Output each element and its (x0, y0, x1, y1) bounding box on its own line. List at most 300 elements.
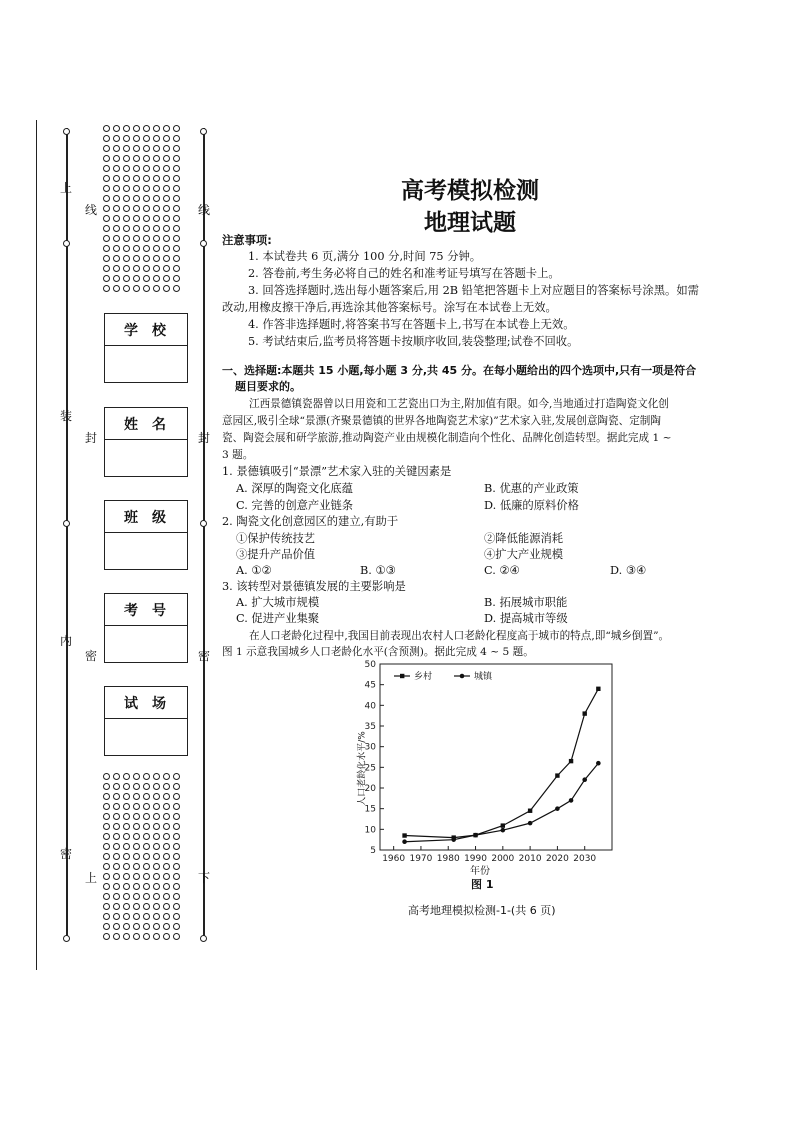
y-tick-label: 30 (364, 742, 376, 753)
bubble-circle (113, 235, 120, 242)
chart-xlabel: 年份 (470, 866, 490, 877)
legend-label-urban: 城镇 (474, 672, 493, 682)
bubble-circle (143, 225, 150, 232)
bubble-circle (173, 813, 180, 820)
bubble-circle (153, 275, 160, 282)
bubble-circle (163, 803, 170, 810)
bubble-circle (173, 923, 180, 930)
bubble-circle (163, 205, 170, 212)
bubble-circle (103, 773, 110, 780)
bubble-circle (173, 235, 180, 242)
bubble-circle (133, 275, 140, 282)
bubble-circle (163, 923, 170, 930)
bubble-circle (143, 155, 150, 162)
binding-hole-icon (200, 520, 207, 527)
bubble-circle (153, 823, 160, 830)
bubble-circle (143, 933, 150, 940)
bubble-circle (163, 833, 170, 840)
bubble-circle (143, 145, 150, 152)
bubble-circle (143, 853, 150, 860)
bubble-circle (143, 215, 150, 222)
bubble-circle (103, 155, 110, 162)
bubble-circle (173, 773, 180, 780)
bubble-circle (123, 125, 130, 132)
question-1-stem: 1. 景德镇吸引“景漂”艺术家入驻的关键因素是 (222, 465, 452, 478)
bubble-circle (153, 265, 160, 272)
bubble-circle (143, 773, 150, 780)
bubble-circle (153, 235, 160, 242)
bubble-circle (163, 225, 170, 232)
bubble-circle (163, 135, 170, 142)
bubble-circle (113, 125, 120, 132)
question-2-stem: 2. 陶瓷文化创意园区的建立,有助于 (222, 515, 399, 528)
bubble-circle (133, 853, 140, 860)
bubble-circle (133, 893, 140, 900)
x-tick-label: 1990 (464, 854, 487, 864)
bubble-circle (163, 165, 170, 172)
bubble-circle (153, 883, 160, 890)
bubble-circle (123, 873, 130, 880)
bubble-circle (103, 833, 110, 840)
note-item: 4. 作答非选择题时,将答案书写在答题卡上,书写在本试卷上无效。 (248, 318, 575, 331)
bubble-circle (133, 913, 140, 920)
data-point-rural (569, 759, 573, 763)
bubble-circle (133, 863, 140, 870)
bubble-circle (103, 813, 110, 820)
bubble-circle (113, 913, 120, 920)
bubble-circle (163, 275, 170, 282)
bubble-circle (163, 933, 170, 940)
bubble-circle (113, 205, 120, 212)
bubble-circle (103, 863, 110, 870)
bubble-circle (143, 863, 150, 870)
exam-number-field[interactable] (104, 593, 188, 663)
bubble-circle (173, 135, 180, 142)
bubble-circle (173, 155, 180, 162)
bubble-circle (113, 893, 120, 900)
bubble-grid-top (102, 124, 182, 294)
passage-line: 意园区,吸引全球“景漂(齐聚景德镇的世界各地陶瓷艺术家)”艺术家入驻,发展创意陶瓷、定制陶 (222, 415, 661, 427)
bubble-circle (103, 225, 110, 232)
bubble-circle (163, 793, 170, 800)
bubble-circle (163, 873, 170, 880)
bubble-circle (163, 813, 170, 820)
bubble-circle (133, 903, 140, 910)
y-tick-label: 35 (364, 722, 376, 732)
bubble-circle (153, 813, 160, 820)
bubble-circle (123, 135, 130, 142)
bubble-circle (113, 185, 120, 192)
bubble-circle (103, 873, 110, 880)
binding-mid-label: 密 (85, 649, 98, 663)
question-2-option-b[interactable]: B. ①③ (360, 564, 396, 577)
bubble-circle (133, 923, 140, 930)
bubble-circle (133, 165, 140, 172)
inner-cut-line (203, 128, 205, 940)
bubble-circle (103, 265, 110, 272)
bubble-circle (113, 793, 120, 800)
data-point-urban (501, 828, 506, 833)
binding-hole-icon (63, 240, 70, 247)
bubble-circle (173, 803, 180, 810)
binding-left-char: 密 (60, 847, 73, 861)
x-tick-label: 1980 (436, 854, 460, 864)
bubble-circle (103, 823, 110, 830)
bubble-circle (173, 903, 180, 910)
bubble-circle (113, 175, 120, 182)
bubble-circle (123, 145, 130, 152)
bubble-circle (143, 903, 150, 910)
legend-marker-urban (460, 674, 465, 679)
bubble-circle (123, 773, 130, 780)
exam-room-field-label: 试场 (105, 687, 187, 719)
bubble-circle (133, 773, 140, 780)
class-field[interactable] (104, 500, 188, 570)
bubble-circle (143, 185, 150, 192)
bubble-circle (103, 165, 110, 172)
bubble-circle (133, 933, 140, 940)
bubble-circle (143, 175, 150, 182)
bubble-circle (113, 883, 120, 890)
bubble-circle (173, 265, 180, 272)
school-field[interactable] (104, 313, 188, 383)
bubble-circle (173, 145, 180, 152)
bubble-circle (143, 793, 150, 800)
binding-hole-icon (63, 935, 70, 942)
binding-hole-icon (200, 935, 207, 942)
question-3-option-b[interactable]: B. 拓展城市职能 (484, 596, 568, 609)
bubble-circle (163, 195, 170, 202)
bubble-circle (133, 215, 140, 222)
passage-line: 瓷、陶瓷会展和研学旅游,推动陶瓷产业由规模化制造向个性化、品牌化创造转型。据此完成 1 ~ (222, 432, 672, 444)
bubble-circle (153, 125, 160, 132)
bubble-circle (103, 913, 110, 920)
question-3-option-a[interactable]: A. 扩大城市规模 (236, 596, 320, 609)
page-subtitle: 地理试题 (424, 210, 516, 236)
bubble-circle (153, 245, 160, 252)
left-edge-line (36, 120, 37, 970)
bubble-circle (103, 923, 110, 930)
x-tick-label: 2010 (518, 854, 542, 864)
x-tick-label: 1970 (409, 854, 433, 864)
bubble-circle (153, 215, 160, 222)
exam-room-field[interactable] (104, 686, 188, 756)
bubble-circle (113, 265, 120, 272)
bubble-circle (133, 793, 140, 800)
binding-seal-label-right: 封 (198, 431, 211, 445)
bubble-circle (153, 165, 160, 172)
bubble-circle (173, 215, 180, 222)
bubble-circle (173, 863, 180, 870)
bubble-circle (143, 783, 150, 790)
data-point-rural (596, 687, 600, 691)
bubble-circle (173, 195, 180, 202)
bubble-circle (103, 125, 110, 132)
bubble-circle (113, 853, 120, 860)
bubble-circle (163, 903, 170, 910)
bubble-circle (103, 893, 110, 900)
bubble-circle (163, 863, 170, 870)
y-tick-label: 50 (364, 660, 376, 670)
bubble-circle (163, 145, 170, 152)
bubble-circle (173, 883, 180, 890)
passage-line: 图 1 示意我国城乡人口老龄化水平(含预测)。据此完成 4 ~ 5 题。 (222, 646, 534, 658)
note-item: 改动,用橡皮擦干净后,再选涂其他答案标号。涂写在本试卷上无效。 (222, 301, 557, 314)
bubble-circle (173, 913, 180, 920)
bubble-circle (163, 155, 170, 162)
bubble-circle (123, 195, 130, 202)
bubble-circle (113, 145, 120, 152)
bubble-circle (173, 893, 180, 900)
bubble-circle (123, 245, 130, 252)
bubble-circle (153, 803, 160, 810)
bubble-circle (103, 135, 110, 142)
bubble-circle (103, 175, 110, 182)
chart-caption: 图 1 (471, 878, 494, 891)
bubble-circle (123, 843, 130, 850)
name-field-label: 姓名 (105, 408, 187, 440)
binding-bottom-label: 下 (198, 871, 211, 885)
bubble-circle (113, 773, 120, 780)
bubble-circle (123, 165, 130, 172)
bubble-circle (133, 185, 140, 192)
bubble-circle (123, 235, 130, 242)
question-3-option-c[interactable]: C. 促进产业集聚 (236, 612, 320, 625)
bubble-circle (123, 803, 130, 810)
bubble-circle (133, 265, 140, 272)
question-2-option-a[interactable]: A. ①② (236, 564, 272, 577)
question-2-option-c[interactable]: C. ②④ (484, 564, 520, 577)
bubble-circle (133, 225, 140, 232)
binding-bottom-label-left: 上 (85, 871, 98, 885)
bubble-circle (133, 813, 140, 820)
bubble-circle (133, 175, 140, 182)
y-tick-label: 45 (364, 680, 376, 691)
passage-line: 3 题。 (222, 449, 254, 461)
bubble-circle (133, 873, 140, 880)
bubble-circle (133, 135, 140, 142)
bubble-circle (103, 235, 110, 242)
bubble-circle (173, 205, 180, 212)
outer-cut-line (66, 128, 68, 940)
bubble-circle (123, 175, 130, 182)
binding-hole-icon (200, 240, 207, 247)
question-3-stem: 3. 该转型对景德镇发展的主要影响是 (222, 580, 406, 593)
bubble-circle (113, 863, 120, 870)
legend-marker-rural (400, 674, 404, 678)
data-point-urban (596, 761, 601, 766)
y-tick-label: 20 (364, 784, 376, 794)
bubble-circle (143, 923, 150, 930)
bubble-circle (103, 195, 110, 202)
bubble-circle (173, 165, 180, 172)
bubble-circle (153, 933, 160, 940)
bubble-circle (143, 195, 150, 202)
binding-line-label-right: 线 (198, 203, 211, 217)
bubble-circle (173, 833, 180, 840)
question-2-option-d[interactable]: D. ③④ (610, 564, 647, 577)
x-tick-label: 2030 (573, 854, 597, 864)
x-tick-label: 1960 (382, 854, 406, 864)
bubble-circle (133, 783, 140, 790)
bubble-circle (113, 225, 120, 232)
bubble-circle (143, 913, 150, 920)
y-tick-label: 10 (364, 825, 376, 836)
bubble-circle (133, 245, 140, 252)
question-3-option-d[interactable]: D. 提高城市等级 (484, 612, 568, 625)
y-tick-label: 25 (364, 763, 376, 774)
aging-chart (340, 656, 640, 896)
bubble-circle (123, 833, 130, 840)
bubble-circle (133, 235, 140, 242)
binding-hole-icon (63, 520, 70, 527)
bubble-circle (103, 215, 110, 222)
question-1-option-a[interactable]: A. 深厚的陶瓷文化底蕴 (236, 482, 354, 495)
bubble-circle (153, 285, 160, 292)
exam-number-field-label: 考号 (105, 594, 187, 626)
bubble-circle (153, 773, 160, 780)
bubble-circle (143, 883, 150, 890)
bubble-circle (123, 265, 130, 272)
bubble-circle (133, 125, 140, 132)
question-2-item-2: ②降低能源消耗 (484, 532, 564, 545)
x-tick-label: 2000 (491, 854, 515, 864)
data-point-rural (528, 809, 532, 813)
bubble-circle (153, 873, 160, 880)
bubble-circle (163, 783, 170, 790)
bubble-circle (113, 813, 120, 820)
bubble-circle (123, 863, 130, 870)
bubble-circle (153, 923, 160, 930)
bubble-circle (133, 255, 140, 262)
bubble-circle (153, 185, 160, 192)
bubble-circle (103, 185, 110, 192)
bubble-circle (123, 813, 130, 820)
bubble-circle (173, 843, 180, 850)
bubble-circle (143, 823, 150, 830)
bubble-circle (113, 903, 120, 910)
question-1-option-b[interactable]: B. 优惠的产业政策 (484, 482, 579, 495)
bubble-circle (103, 853, 110, 860)
bubble-circle (113, 823, 120, 830)
bubble-circle (163, 853, 170, 860)
bubble-circle (173, 823, 180, 830)
bubble-circle (173, 245, 180, 252)
binding-left-char: 内 (60, 634, 73, 648)
bubble-circle (103, 275, 110, 282)
bubble-circle (143, 265, 150, 272)
bubble-circle (123, 285, 130, 292)
bubble-circle (123, 913, 130, 920)
bubble-circle (143, 843, 150, 850)
question-2-item-1: ①保护传统技艺 (236, 532, 316, 545)
name-field[interactable] (104, 407, 188, 477)
bubble-circle (163, 175, 170, 182)
bubble-circle (103, 933, 110, 940)
bubble-circle (113, 195, 120, 202)
bubble-circle (143, 813, 150, 820)
bubble-circle (153, 225, 160, 232)
y-tick-label: 15 (364, 804, 376, 815)
bubble-circle (173, 783, 180, 790)
bubble-grid-bottom (102, 772, 182, 942)
binding-seal-label: 封 (85, 431, 98, 445)
bubble-circle (113, 933, 120, 940)
question-2-item-4: ④扩大产业规模 (484, 548, 564, 561)
bubble-circle (163, 185, 170, 192)
bubble-circle (153, 255, 160, 262)
bubble-circle (103, 285, 110, 292)
bubble-circle (113, 275, 120, 282)
note-item: 3. 回答选择题时,选出每小题答案后,用 2B 铅笔把答题卡上对应题目的答案标号涂黑。如需 (248, 284, 699, 297)
bubble-circle (133, 843, 140, 850)
bubble-circle (143, 245, 150, 252)
bubble-circle (123, 903, 130, 910)
data-point-urban (473, 833, 478, 838)
bubble-circle (153, 913, 160, 920)
bubble-circle (173, 125, 180, 132)
bubble-circle (163, 245, 170, 252)
y-tick-label: 5 (370, 846, 376, 856)
bubble-circle (163, 125, 170, 132)
bubble-circle (123, 933, 130, 940)
bubble-circle (173, 853, 180, 860)
bubble-circle (113, 155, 120, 162)
bubble-circle (143, 873, 150, 880)
bubble-circle (153, 863, 160, 870)
x-tick-label: 2020 (545, 854, 569, 864)
bubble-circle (103, 883, 110, 890)
bubble-circle (143, 833, 150, 840)
bubble-circle (103, 783, 110, 790)
bubble-circle (143, 255, 150, 262)
bubble-circle (133, 823, 140, 830)
bubble-circle (173, 185, 180, 192)
bubble-circle (153, 903, 160, 910)
bubble-circle (143, 135, 150, 142)
bubble-circle (133, 155, 140, 162)
question-1-option-c[interactable]: C. 完善的创意产业链条 (236, 499, 354, 512)
bubble-circle (163, 893, 170, 900)
bubble-circle (143, 165, 150, 172)
bubble-circle (103, 245, 110, 252)
question-1-option-d[interactable]: D. 低廉的原料价格 (484, 499, 579, 512)
bubble-circle (133, 833, 140, 840)
data-point-urban (582, 777, 587, 782)
bubble-circle (173, 225, 180, 232)
bubble-circle (163, 235, 170, 242)
question-2-item-3: ③提升产品价值 (236, 548, 316, 561)
bubble-circle (123, 205, 130, 212)
data-point-rural (583, 711, 587, 715)
data-point-rural (402, 833, 406, 837)
bubble-circle (153, 853, 160, 860)
bubble-circle (133, 883, 140, 890)
bubble-circle (113, 255, 120, 262)
binding-line-label: 线 (85, 203, 98, 217)
bubble-circle (163, 883, 170, 890)
bubble-circle (163, 285, 170, 292)
bubble-circle (143, 893, 150, 900)
bubble-circle (123, 923, 130, 930)
bubble-circle (113, 833, 120, 840)
school-field-label: 学校 (105, 314, 187, 346)
chart-ylabel: 人口老龄化水平/% (357, 731, 368, 806)
section-heading-cont: 题目要求的。 (235, 380, 301, 393)
bubble-circle (133, 145, 140, 152)
bubble-circle (173, 933, 180, 940)
bubble-circle (123, 853, 130, 860)
